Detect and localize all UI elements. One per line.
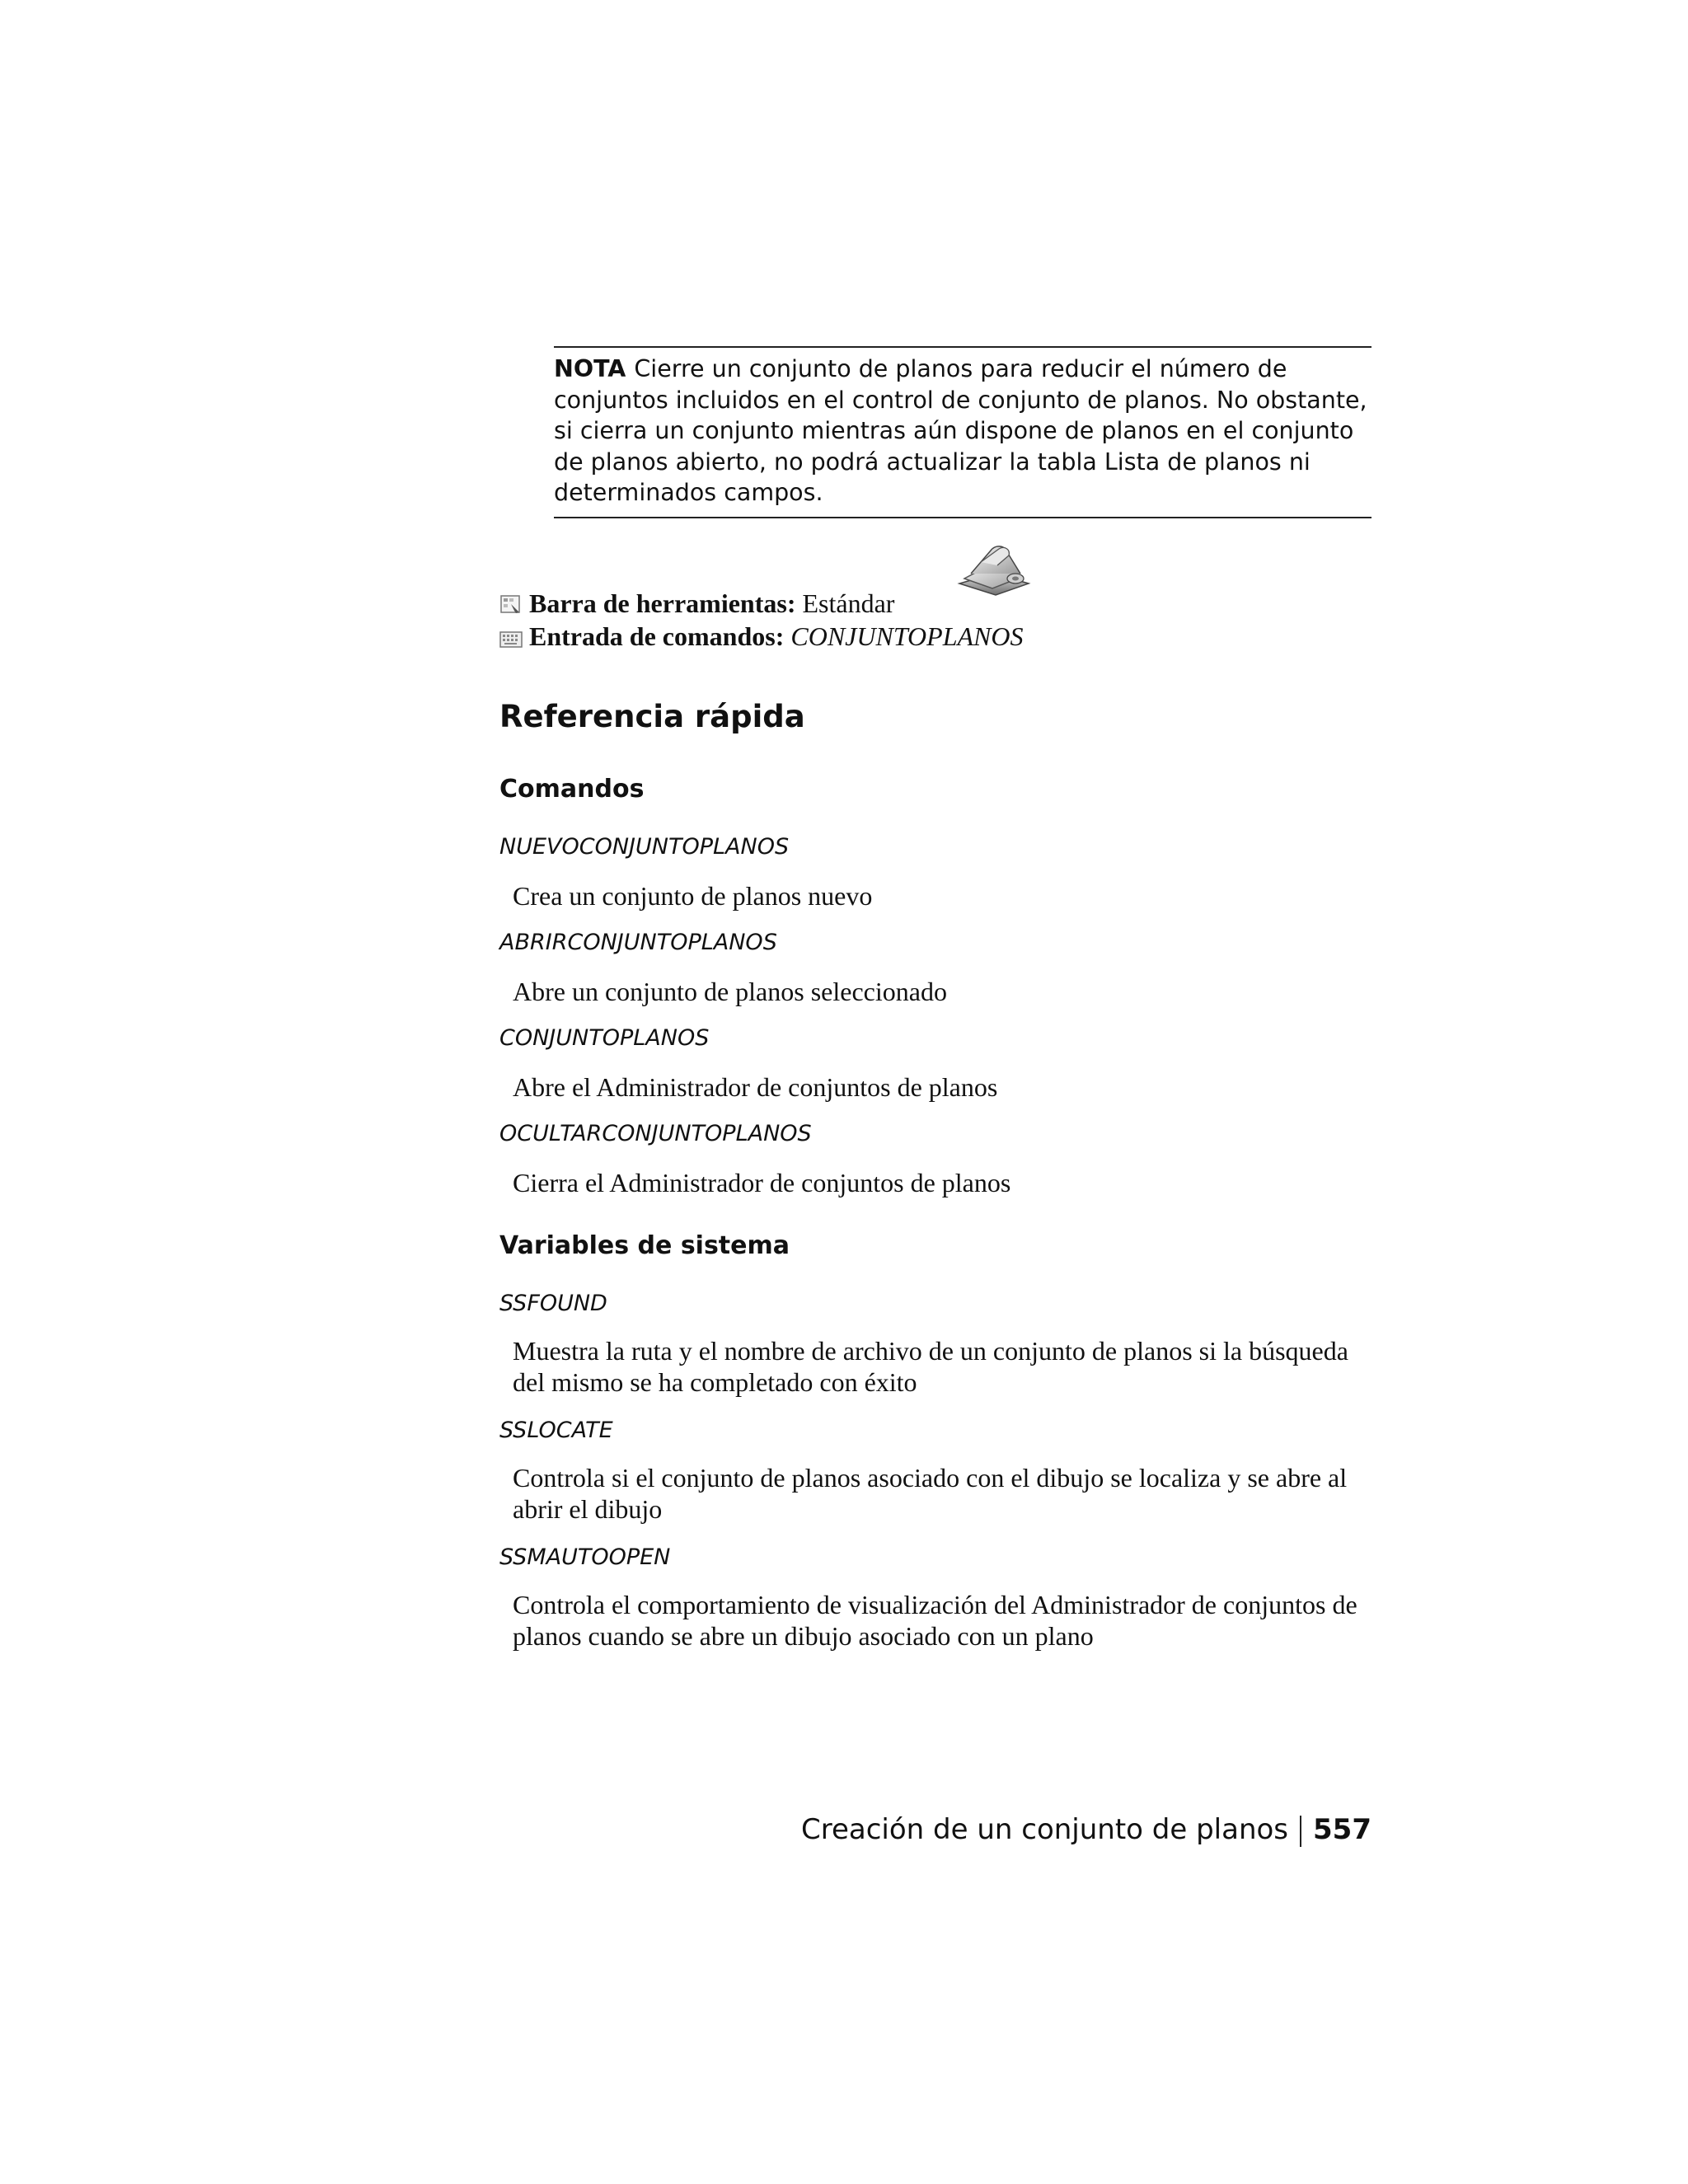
command-description: Abre el Administrador de conjuntos de planos <box>513 1072 998 1102</box>
command-term: NUEVOCONJUNTOPLANOS <box>499 834 790 860</box>
command-access-line <box>499 620 1023 656</box>
toolbar-value: Estándar <box>802 588 895 618</box>
variables-heading: Variables de sistema <box>499 1231 790 1260</box>
note-text: Cierre un conjunto de planos para reducir el número de conjuntos incluidos en el control de conjunto de planos. No obstante, si cierra un conjunto mientras aún dispone de planos en el conjunto de planos abierto, no podrá actualizar la tabla Lista de planos ni determinados campos. <box>554 355 1367 506</box>
note-box <box>554 346 1372 518</box>
sheet-set-manager-icon <box>956 541 1032 602</box>
keyboard-icon <box>499 623 523 656</box>
note-label: NOTA <box>554 355 626 382</box>
command-term: OCULTARCONJUNTOPLANOS <box>499 1121 812 1146</box>
toolbar-label: Barra de herramientas: <box>529 588 796 618</box>
variable-term: SSMAUTOOPEN <box>499 1544 671 1570</box>
toolbar-icon <box>499 590 523 623</box>
commands-heading: Comandos <box>499 775 645 804</box>
command-description: Cierra el Administrador de conjuntos de planos <box>513 1168 1011 1197</box>
command-description: Abre un conjunto de planos seleccionado <box>513 977 947 1006</box>
page-footer <box>801 1813 1372 1847</box>
page-number: 557 <box>1313 1813 1372 1846</box>
footer-section-title: Creación de un conjunto de planos <box>801 1813 1289 1846</box>
command-term: ABRIRCONJUNTOPLANOS <box>499 930 777 955</box>
command-label: Entrada de comandos: <box>529 621 785 651</box>
variable-description: Muestra la ruta y el nombre de archivo de un conjunto de planos si la búsqueda del mismo se ha completado con éxito <box>513 1336 1348 1397</box>
command-value: CONJUNTOPLANOS <box>790 621 1024 651</box>
quick-reference-title: Referencia rápida <box>499 699 805 734</box>
variable-description: Controla el comportamiento de visualización del Administrador de conjuntos de planos cuando se abre un dibujo asociado con un plano <box>513 1590 1357 1651</box>
toolbar-access-line <box>499 587 894 623</box>
command-term: CONJUNTOPLANOS <box>499 1025 710 1051</box>
variable-description: Controla si el conjunto de planos asociado con el dibujo se localiza y se abre al abrir el dibujo <box>513 1463 1348 1524</box>
footer-separator <box>1300 1816 1301 1847</box>
command-description: Crea un conjunto de planos nuevo <box>513 881 873 911</box>
variable-term: SSFOUND <box>499 1291 607 1316</box>
variable-term: SSLOCATE <box>499 1418 613 1443</box>
